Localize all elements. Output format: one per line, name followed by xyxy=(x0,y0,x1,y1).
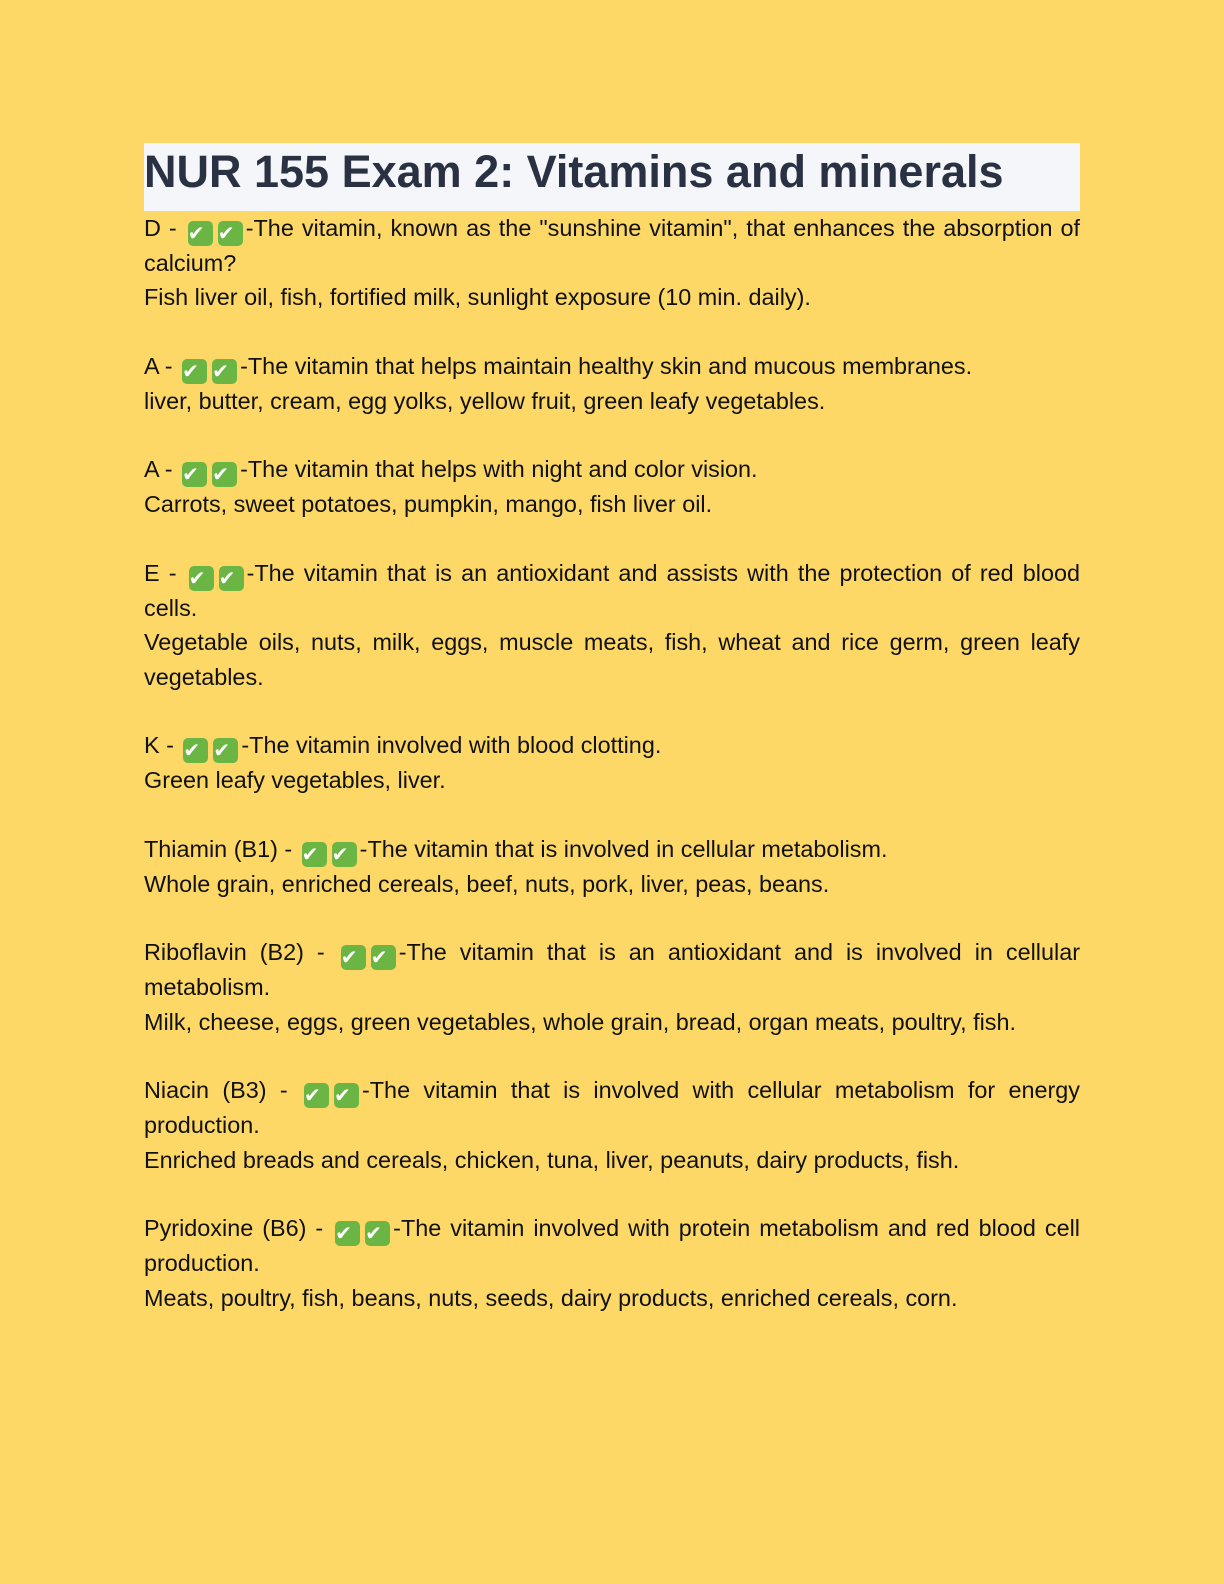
food-sources: Whole grain, enriched cereals, beef, nuts, pork, liver, peas, beans. xyxy=(144,870,830,897)
vitamin-term: Thiamin (B1) - xyxy=(144,835,299,862)
check-mark-icon: ✔ xyxy=(212,462,237,487)
food-sources: Green leafy vegetables, liver. xyxy=(144,767,446,794)
check-mark-icon: ✔ xyxy=(335,1221,360,1246)
vitamin-term: A - xyxy=(144,352,180,379)
check-mark-icon: ✔ xyxy=(218,221,243,246)
vitamin-definition: -The vitamin that is involved in cellular metabolism. xyxy=(359,835,888,862)
title-banner xyxy=(144,143,1080,211)
food-sources: liver, butter, cream, egg yolks, yellow fruit, green leafy vegetables. xyxy=(144,387,826,414)
flashcard-entry xyxy=(144,935,1080,1039)
food-sources: Enriched breads and cereals, chicken, tuna, liver, peanuts, dairy products, fish. xyxy=(144,1146,960,1173)
flashcard-entry xyxy=(144,452,1080,521)
food-sources: Meats, poultry, fish, beans, nuts, seeds, dairy products, enriched cereals, corn. xyxy=(144,1284,958,1311)
flashcard-question xyxy=(144,728,1080,763)
document-title: NUR 155 Exam 2: Vitamins and minerals xyxy=(144,146,1004,197)
flashcard-entry xyxy=(144,832,1080,901)
flashcard-entry xyxy=(144,1211,1080,1315)
flashcard-question xyxy=(144,349,1080,384)
check-mark-icon: ✔ xyxy=(371,945,396,970)
check-mark-icon: ✔ xyxy=(189,566,214,591)
food-sources: Fish liver oil, fish, fortified milk, sunlight exposure (10 min. daily). xyxy=(144,284,811,311)
flashcard-entry xyxy=(144,211,1080,315)
flashcard-entry xyxy=(144,349,1080,418)
vitamin-definition: -The vitamin that helps with night and color vision. xyxy=(240,456,758,483)
vitamin-definition: -The vitamin that is an antioxidant and is involved in cellular metabolism. xyxy=(144,939,1081,1001)
check-mark-icon: ✔ xyxy=(302,842,327,867)
check-mark-icon: ✔ xyxy=(213,738,238,763)
check-mark-icon: ✔ xyxy=(212,359,237,384)
flashcard-entry xyxy=(144,556,1080,694)
check-mark-icon: ✔ xyxy=(332,842,357,867)
vitamin-definition: -The vitamin, known as the "sunshine vitamin", that enhances the absorption of calcium? xyxy=(144,215,1081,276)
vitamin-term: Riboflavin (B2) - xyxy=(144,939,338,966)
check-mark-icon: ✔ xyxy=(334,1083,359,1108)
vitamin-definition: -The vitamin involved with protein metabolism and red blood cell production. xyxy=(144,1215,1080,1277)
check-mark-icon: ✔ xyxy=(182,462,207,487)
flashcard-question xyxy=(144,832,1080,867)
check-mark-icon: ✔ xyxy=(365,1221,390,1246)
check-mark-icon: ✔ xyxy=(219,566,244,591)
food-sources: Vegetable oils, nuts, milk, eggs, muscle meats, fish, wheat and rice germ, green leafy vegetables. xyxy=(144,629,1080,690)
vitamin-term: A - xyxy=(144,456,180,483)
vitamin-term: D - xyxy=(144,215,185,241)
flashcard-question xyxy=(144,935,1080,1004)
vitamin-term: Pyridoxine (B6) - xyxy=(144,1215,333,1242)
vitamin-definition: -The vitamin involved with blood clotting. xyxy=(241,732,662,759)
vitamin-definition: -The vitamin that is an antioxidant and assists with the protection of red blood cells. xyxy=(144,560,1081,622)
flashcard-question xyxy=(144,452,1080,487)
vitamin-term: Niacin (B3) - xyxy=(144,1077,301,1104)
vitamin-definition: -The vitamin that is involved with cellular metabolism for energy production. xyxy=(144,1077,1080,1139)
vitamin-term: E - xyxy=(144,560,186,587)
vitamin-term: K - xyxy=(144,732,181,759)
vitamin-definition: -The vitamin that helps maintain healthy skin and mucous membranes. xyxy=(240,352,973,379)
food-sources: Milk, cheese, eggs, green vegetables, whole grain, bread, organ meats, poultry, fish. xyxy=(144,1008,1016,1035)
flashcard-entry xyxy=(144,1073,1080,1177)
check-mark-icon: ✔ xyxy=(304,1083,329,1108)
flashcard-list xyxy=(144,211,1080,1315)
flashcard-question xyxy=(144,556,1080,625)
food-sources: Carrots, sweet potatoes, pumpkin, mango, fish liver oil. xyxy=(144,491,713,518)
check-mark-icon: ✔ xyxy=(183,738,208,763)
check-mark-icon: ✔ xyxy=(188,221,213,246)
flashcard-question xyxy=(144,1211,1080,1280)
flashcard-entry xyxy=(144,728,1080,797)
flashcard-question xyxy=(144,1073,1080,1142)
document-page xyxy=(144,143,1080,1349)
check-mark-icon: ✔ xyxy=(182,359,207,384)
check-mark-icon: ✔ xyxy=(341,945,366,970)
flashcard-question xyxy=(144,211,1080,280)
